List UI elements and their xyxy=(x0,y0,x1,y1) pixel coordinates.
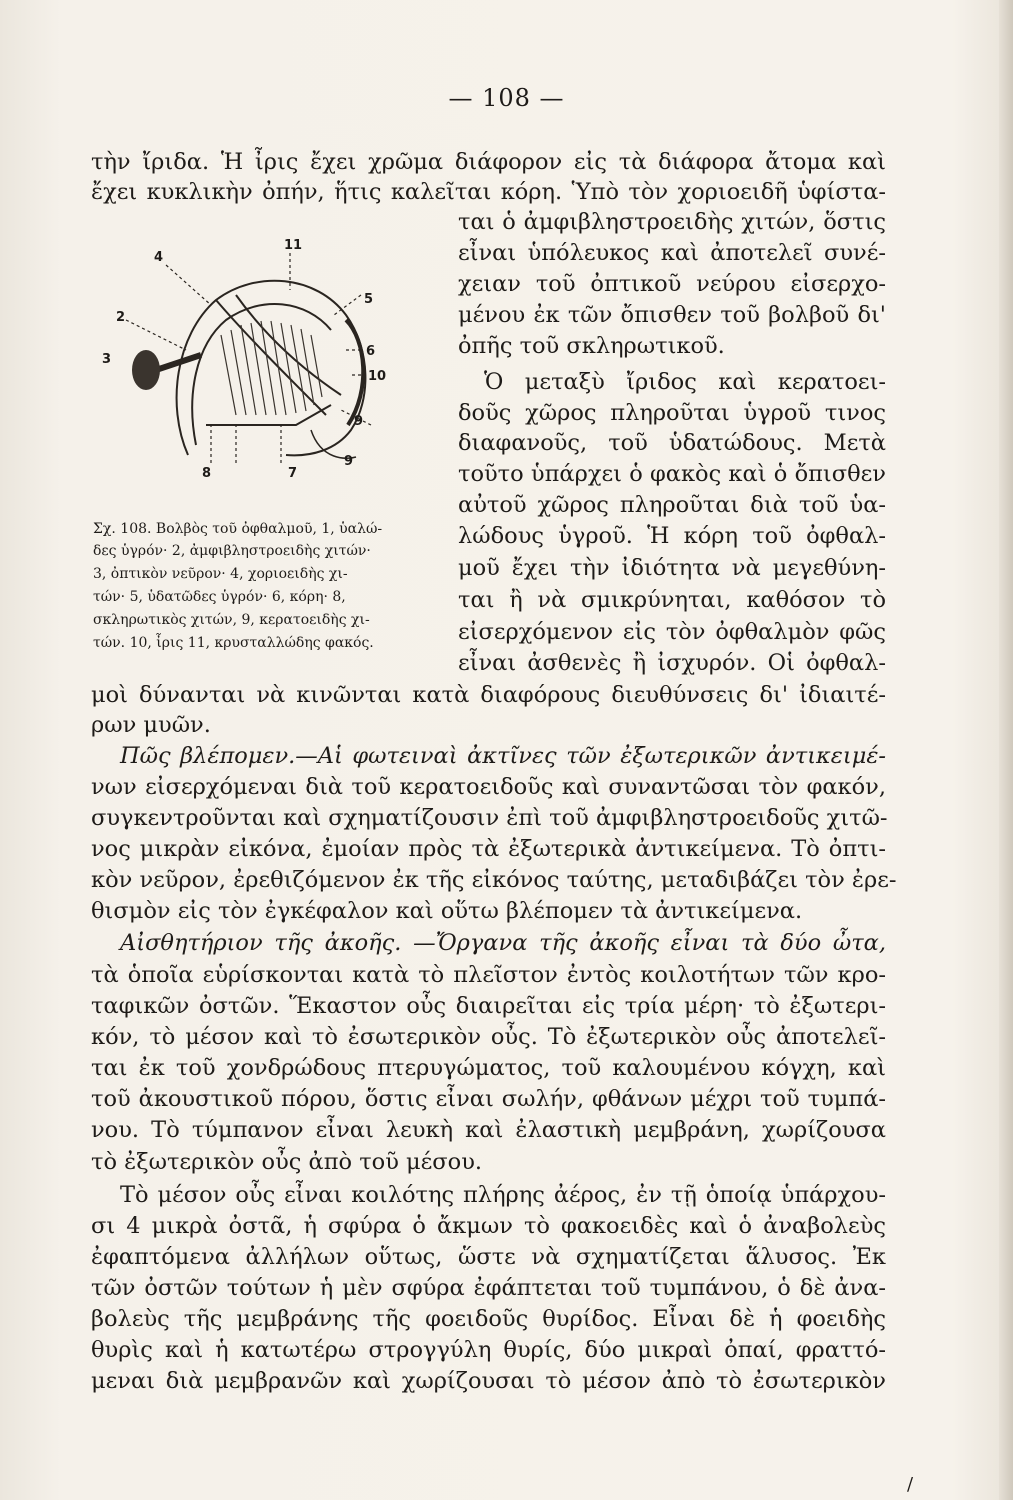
figure-label: 8 xyxy=(202,466,212,481)
text-line: ἐφαπτόμενα ἀλλήλων οὕτως, ὥστε νὰ σχηματίζεται ἅλυσος. Ἐκ xyxy=(91,1244,886,1270)
figure-label: 3 xyxy=(102,352,112,367)
text-line: μοὶ δύνανται νὰ κινῶνται κατὰ διαφόρους διευθύνσεις δι' ἰδιαιτέ- xyxy=(91,682,886,708)
text-line: μένου ἐκ τῶν ὄπισθεν τοῦ βολβοῦ δι' xyxy=(458,302,886,328)
text-line: ρων μυῶν. xyxy=(91,712,211,738)
figure-caption-line: 3, ὀπτικὸν νεῦρον· 4, χοριοειδὴς χι- xyxy=(93,566,348,582)
text-line: τὰ ὁποῖα εὑρίσκονται κατὰ τὸ πλεῖστον ἐντὸς κοιλοτήτων τῶν κρο- xyxy=(91,962,886,988)
text-line: ται ὁ ἀμφιβληστροειδὴς χιτών, ὅστις xyxy=(458,209,886,235)
text-line: νων εἰσερχόμεναι διὰ τοῦ κερατοειδοῦς καὶ συναντῶσαι τὸν φακόν, xyxy=(91,774,886,800)
text-line: εἶναι ὑπόλευκος καὶ ἀποτελεῖ συνέ- xyxy=(458,240,886,266)
text-line: δοῦς χῶρος πληροῦται ὑγροῦ τινος xyxy=(458,400,886,426)
figure-caption-line: σκληρωτικὸς χιτών, 9, κερατοειδὴς χι- xyxy=(93,612,370,628)
text-line: λώδους ὑγροῦ. Ἡ κόρη τοῦ ὀφθαλ- xyxy=(458,523,886,549)
text-line: νου. Τὸ τύμπανον εἶναι λευκὴ καὶ ἐλαστικὴ μεμβράνη, χωρίζουσα xyxy=(91,1117,886,1143)
figure-caption-line: δες ὑγρόν· 2, ἀμφιβληστροειδὴς χιτών· xyxy=(93,543,371,559)
figure-label: 6 xyxy=(366,344,376,359)
figure-caption-line: Σχ. 108. Βολβὸς τοῦ ὀφθαλμοῦ, 1, ὑαλώ- xyxy=(93,521,383,537)
figure-caption-line: τών· 5, ὑδατῶδες ὑγρόν· 6, κόρη· 8, xyxy=(93,589,346,605)
text-line: χειαν τοῦ ὀπτικοῦ νεύρου εἰσερχο- xyxy=(458,271,886,297)
text-line: κόν, τὸ μέσον καὶ τὸ ἐσωτερικὸν οὖς. Τὸ ἐξωτερικὸν οὖς ἀποτελεῖ- xyxy=(91,1024,886,1050)
text-line: θυρὶς καὶ ἡ κατωτέρω στρογγύλη θυρίς, δύο μικραὶ ὀπαί, φραττό- xyxy=(91,1337,886,1363)
text-line: κὸν νεῦρον, ἐρεθιζόμενον ἐκ τῆς εἰκόνος ταύτης, μεταδιβάζει τὸν ἐρε- xyxy=(91,867,897,893)
figure-label: 4 xyxy=(154,250,164,265)
text-line: νος μικρὰν εἰκόνα, ἐμοίαν πρὸς τὰ ἐξωτερικὰ ἀντικείμενα. Τὸ ὀπτι- xyxy=(91,836,886,862)
section-heading-line: Αἰσθητήριον τῆς ἀκοῆς. —Ὄργανα τῆς ἀκοῆς εἶναι τὰ δύο ὦτα, xyxy=(120,930,886,956)
page-number: — 108 — xyxy=(448,84,565,112)
text-line: εἶναι ἀσθενὲς ἢ ἰσχυρόν. Οἱ ὀφθαλ- xyxy=(458,650,886,676)
section-heading-line: Πῶς βλέπομεν.—Αἱ φωτειναὶ ἀκτῖνες τῶν ἐξωτερικῶν ἀντικειμέ- xyxy=(120,743,886,769)
text-line: ται ἐκ τοῦ χονδρώδους πτερυγώματος, τοῦ καλουμένου κόγχη, καὶ xyxy=(91,1055,886,1081)
text-line: συγκεντροῦνται καὶ σχηματίζουσιν ἐπὶ τοῦ ἀμφιβληστροειδοῦς χιτῶ- xyxy=(91,805,888,831)
text-line: τῶν ὀστῶν τούτων ἡ μὲν σφύρα ἐφάπτεται τοῦ τυμπάνου, ὁ δὲ ἀνα- xyxy=(91,1275,886,1301)
text-line: ται ἢ νὰ σμικρύνηται, καθόσον τὸ xyxy=(458,587,886,613)
text-line: Ὁ μεταξὺ ἴριδος καὶ κερατοει- xyxy=(484,369,886,395)
text-line: τοῦτο ὑπάρχει ὁ φακὸς καὶ ὁ ὄπισθεν xyxy=(458,461,886,487)
text-line: τὸ ἐξωτερικὸν οὖς ἀπὸ τοῦ μέσου. xyxy=(91,1149,483,1175)
figure-label: 9 xyxy=(344,454,354,469)
text-line: τοῦ ἀκουστικοῦ πόρου, ὅστις εἶναι σωλήν, φθάνων μέχρι τοῦ τυμπά- xyxy=(91,1086,886,1112)
text-line: βολεὺς τῆς μεμβράνης τῆς φοειδοῦς θυρίδος. Εἶναι δὲ ἡ φοειδὴς xyxy=(91,1306,886,1332)
eyeball-figure xyxy=(96,225,426,510)
optic-nerve-shape xyxy=(132,350,160,390)
figure-label: 10 xyxy=(368,369,387,384)
eyeball-diagram xyxy=(96,225,426,510)
page-edge xyxy=(999,0,1013,1500)
text-line: τὴν ἴριδα. Ἡ ἶρις ἔχει χρῶμα διάφορον εἰς τὰ διάφορα ἄτομα καὶ xyxy=(91,149,886,175)
figure-label: 9 xyxy=(354,414,364,429)
text-line: διαφανοῦς, τοῦ ὑδατώδους. Μετὰ xyxy=(458,430,886,456)
stray-mark: / xyxy=(907,1474,914,1495)
figure-caption-line: τών. 10, ἶρις 11, κρυσταλλώδης φακός. xyxy=(93,635,374,651)
figure-label: 5 xyxy=(364,292,374,307)
text-line: σι 4 μικρὰ ὀστᾶ, ἡ σφύρα ὁ ἄκμων τὸ φακοειδὲς καὶ ὁ ἀναβολεὺς xyxy=(91,1213,886,1239)
text-line: μεναι διὰ μεμβρανῶν καὶ χωρίζουσαι τὸ μέσον ἀπὸ τὸ ἐσωτερικὸν xyxy=(91,1368,886,1394)
figure-label: 7 xyxy=(288,466,298,481)
text-line: αὐτοῦ χῶρος πληροῦται διὰ τοῦ ὑα- xyxy=(458,492,886,518)
text-line: μοῦ ἔχει τὴν ἰδιότητα νὰ μεγεθύνη- xyxy=(458,555,886,581)
text-line: εἰσερχόμενον εἰς τὸν ὀφθαλμὸν φῶς xyxy=(458,619,886,645)
text-line: θισμὸν εἰς τὸν ἐγκέφαλον καὶ οὕτω βλέπομεν τὰ ἀντικείμενα. xyxy=(91,898,803,924)
figure-label: 2 xyxy=(116,310,126,325)
text-line: ὀπῆς τοῦ σκληρωτικοῦ. xyxy=(458,333,725,359)
text-line: Τὸ μέσον οὖς εἶναι κοιλότης πλήρης ἀέρος, ἐν τῇ ὁποίᾳ ὑπάρχου- xyxy=(120,1182,886,1208)
text-line: ἔχει κυκλικὴν ὀπήν, ἥτις καλεῖται κόρη. Ὑπὸ τὸν χοριοειδῆ ὑφίστα- xyxy=(91,179,886,205)
text-line: ταφικῶν ὀστῶν. Ἕκαστον οὖς διαιρεῖται εἰς τρία μέρη· τὸ ἐξωτερι- xyxy=(91,993,886,1019)
figure-label: 11 xyxy=(284,238,303,253)
